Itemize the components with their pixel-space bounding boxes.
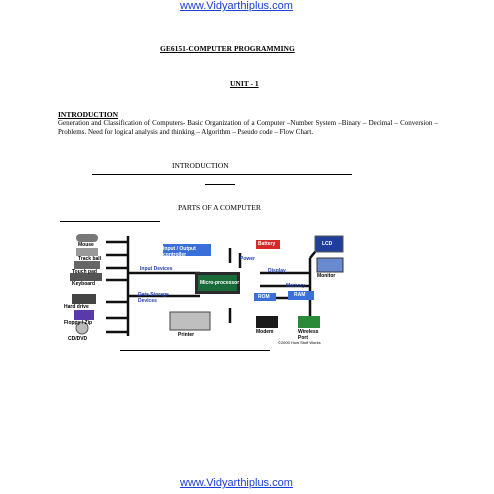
- section-heading: INTRODUCTION: [172, 161, 229, 170]
- course-title: GE6151-COMPUTER PROGRAMMING: [160, 44, 295, 53]
- lcd-label: LCD: [322, 241, 333, 247]
- computer-parts-diagram: [60, 228, 360, 348]
- device-touchpad: Touch pad: [72, 269, 97, 275]
- battery-label: Battery: [258, 241, 276, 247]
- display-label: Display: [268, 268, 286, 274]
- device-cd: CD/DVD: [68, 336, 88, 342]
- power-label: Power: [240, 256, 256, 262]
- device-trackball: Track ball: [78, 256, 102, 262]
- center-label: Micro-processor: [200, 280, 240, 286]
- header-link[interactable]: www.Vidyarthiplus.com: [180, 0, 293, 12]
- monitor-label: Monitor: [317, 273, 336, 279]
- memory-label: Memory: [286, 283, 306, 289]
- copyright-label: ©2000 How Stuff Works: [278, 340, 321, 345]
- intro-body: Generation and Classification of Computers- Basic Organization of a Computer –Number System –Binary – Decimal – Conversion – Problems. Need for logical analysis and thinking – Algorithm – Pseudo code – Flow Chart.: [58, 119, 438, 136]
- section-rule: [92, 174, 352, 175]
- ram-label: RAM: [294, 292, 306, 298]
- device-mouse: Mouse: [78, 242, 94, 248]
- wireless-label: Wireless Port: [298, 329, 319, 341]
- device-floppy: Floppy / Zip: [64, 320, 93, 326]
- figure-heading: PARTS OF A COMPUTER: [178, 203, 261, 212]
- unit-heading: UNIT - 1: [230, 79, 259, 88]
- modem-label: Modem: [256, 329, 274, 335]
- intro-heading: INTRODUCTION: [58, 110, 119, 119]
- footer-link[interactable]: www.Vidyarthiplus.com: [180, 477, 293, 489]
- device-keyboard: Keyboard: [72, 281, 96, 287]
- figure-bottom-rule: [120, 350, 270, 351]
- input-devices-label: Input Devices: [140, 266, 173, 272]
- rom-label: ROM: [258, 294, 270, 300]
- printer-label: Printer: [178, 332, 195, 338]
- io-controller-label: Input / Output controller: [163, 246, 196, 258]
- figure-rule: [60, 221, 160, 222]
- section-short-rule: [205, 184, 235, 185]
- data-storage-label: Data Storage Devices: [138, 292, 169, 304]
- device-harddrive: Hard drive: [64, 304, 89, 310]
